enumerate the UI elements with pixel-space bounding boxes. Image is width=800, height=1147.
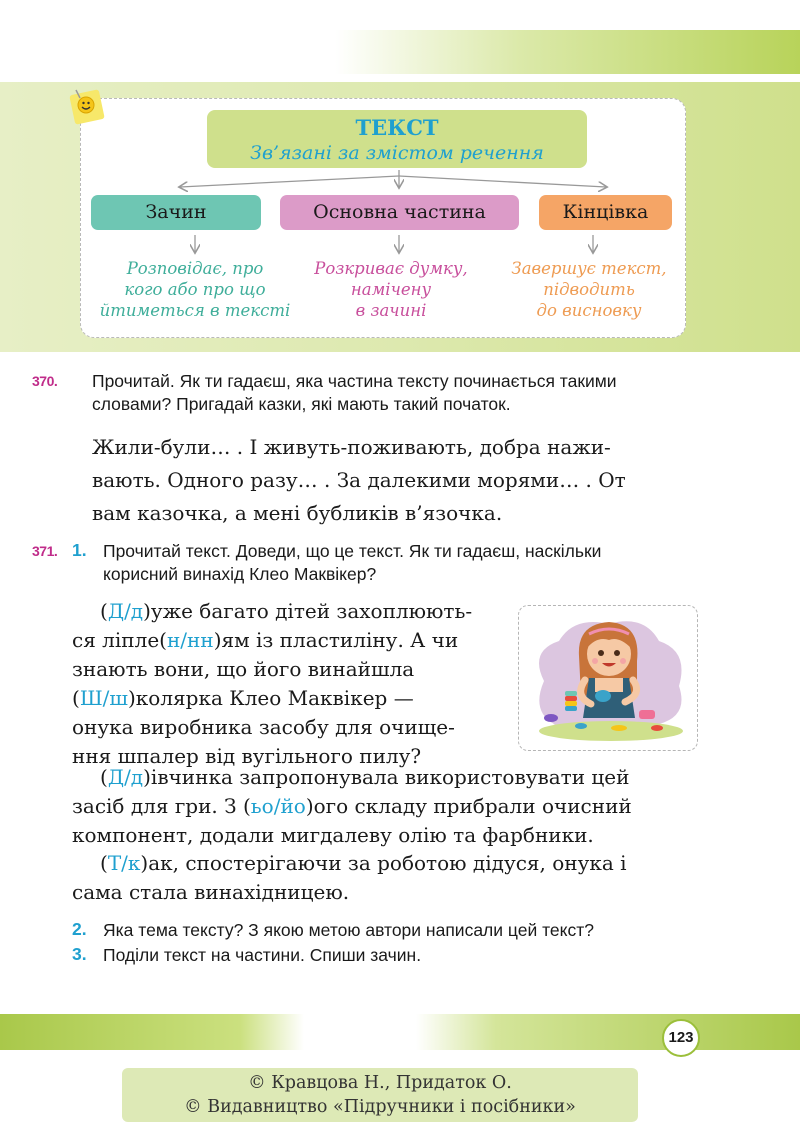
task-line: Прочитай текст. Доведи, що це текст. Як ти гадаєш, наскільки: [103, 541, 602, 561]
text-line: (Т/к)ак, спостерігаючи за роботою дідуся, онука і: [100, 851, 627, 875]
choice-option: Д/д: [107, 599, 144, 623]
exercise-371-number: 371.: [32, 543, 58, 559]
task-line: словами? Пригадай казки, які мають такий початок.: [92, 394, 511, 414]
text-line: Жили-були… . І живуть-поживають, добра нажи-: [92, 435, 611, 459]
copyright-line: © Видавництво «Підручники і посібники»: [184, 1097, 576, 1117]
exercise-371-paragraph-1: [72, 597, 508, 771]
exercise-371-paragraph-3: [72, 849, 702, 907]
text-line: знають вони, що його винайшла: [72, 657, 415, 681]
choice-option: н/нн: [166, 628, 214, 652]
text-line: вам казочка, а мені бубликів в’язочка.: [92, 501, 503, 525]
text-line: ння шпалер від вугільного пилу?: [72, 744, 422, 768]
part-main-description: [296, 258, 486, 321]
desc-line: в зачині: [355, 301, 427, 320]
choice-option: Т/к: [107, 851, 141, 875]
task-3-number: 3.: [72, 944, 87, 964]
text-line: онука виробника засобу для очище-: [72, 715, 455, 739]
girl-with-plasticine-illustration: [518, 605, 698, 751]
choice-option: Ш/ш: [79, 686, 128, 710]
text-line: сама стала винахідницею.: [72, 880, 350, 904]
task-2-number: 2.: [72, 919, 87, 939]
exercise-370-number: 370.: [32, 373, 58, 389]
desc-line: Розповідає, про: [126, 259, 264, 278]
desc-line: Завершує текст,: [511, 259, 667, 278]
choice-option: Д/д: [107, 765, 144, 789]
choice-option: ьо/йо: [250, 794, 306, 818]
text-line: (Д/д)уже багато дітей захоплюють-: [100, 599, 473, 623]
task-1-number: 1.: [72, 540, 87, 560]
exercise-371-paragraph-2: [72, 763, 702, 850]
scheme-subtitle: Зв’язані за змістом речення: [250, 142, 544, 164]
text-line: вають. Одного разу… . За далекими морями… . От: [92, 468, 626, 492]
task-line: Прочитай. Як ти гадаєш, яка частина тексту починається такими: [92, 371, 617, 391]
desc-line: намічену: [350, 280, 432, 299]
text-line: (Ш/ш)колярка Клео Маквікер —: [72, 686, 414, 710]
exercise-370-text: [92, 431, 702, 530]
task-line: корисний винахід Клео Маквікер?: [103, 564, 377, 584]
part-main-box: Основна частина: [280, 195, 519, 230]
desc-line: до висновку: [536, 301, 642, 320]
smiley-note-icon: [66, 86, 108, 128]
top-decor-stripe: [335, 30, 800, 74]
desc-line: Розкриває думку,: [314, 259, 468, 278]
scheme-title: ТЕКСТ: [355, 115, 439, 140]
part-ending-description: [494, 258, 684, 321]
text-line: (Д/д)івчинка запропонувала використовувати цей: [100, 765, 630, 789]
part-ending-box: Кінцівка: [539, 195, 672, 230]
part-beginning-description: [78, 258, 312, 321]
scheme-title-box: [207, 110, 587, 168]
text-line: засіб для гри. З (ьо/йо)ого складу прибрали очисний: [72, 794, 632, 818]
page-number: 123: [662, 1019, 700, 1057]
text-line: ся ліпле(н/нн)ям із пластиліну. А чи: [72, 628, 459, 652]
desc-line: кого або про що: [124, 280, 266, 299]
exercise-370-task: [92, 370, 792, 416]
part-beginning-box: Зачин: [91, 195, 261, 230]
girl-playing-icon: [519, 606, 696, 749]
copyright-box: [122, 1068, 638, 1122]
desc-line: йтиметься в тексті: [99, 301, 291, 320]
exercise-371-task-3: Поділи текст на частини. Спиши зачин.: [103, 945, 422, 965]
exercise-371-task-1: [103, 540, 793, 586]
copyright-line: © Кравцова Н., Придаток О.: [248, 1073, 512, 1093]
text-line: компонент, додали мигдалеву олію та фарбники.: [72, 823, 594, 847]
desc-line: підводить: [543, 280, 635, 299]
exercise-371-task-2: Яка тема тексту? З якою метою автори написали цей текст?: [103, 920, 595, 940]
